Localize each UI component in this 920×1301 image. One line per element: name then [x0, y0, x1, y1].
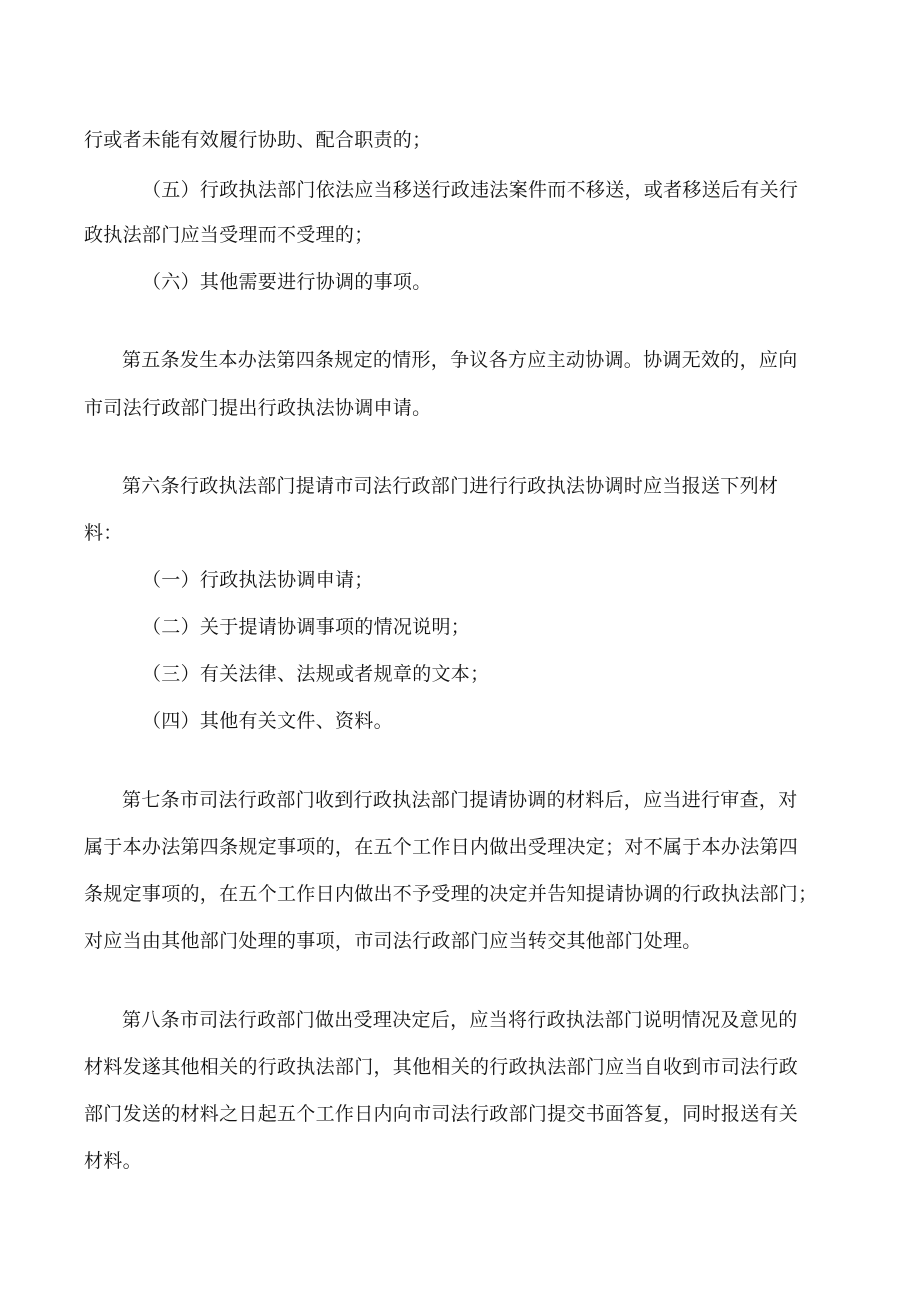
article-6-line-2: 料： — [84, 522, 123, 544]
article-7-line-4: 对应当由其他部门处理的事项，市司法行政部门应当转交其他部门处理。 — [84, 930, 702, 952]
article-8-line-4: 材料。 — [84, 1150, 142, 1172]
list-item-6: （六）其他需要进行协调的事项。 — [142, 271, 432, 293]
article-8-line-3: 部门发送的材料之日起五个工作日内向市司法行政部门提交书面答复，同时报送有关 — [84, 1103, 799, 1125]
list-item-5-continuation: 政执法部门应当受理而不受理的； — [84, 224, 374, 246]
article-8-line-2: 材料发遂其他相关的行政执法部门，其他相关的行政执法部门应当自收到市司法行政 — [84, 1056, 799, 1078]
article-7-line-3: 条规定事项的，在五个工作日内做出不予受理的决定并告知提请协调的行政执法部门； — [84, 883, 818, 905]
list-item-2: （二）关于提请协调事项的情况说明； — [142, 616, 471, 638]
text-line-continuation: 行或者未能有效履行协助、配合职责的； — [84, 129, 432, 151]
article-7-line-2: 属于本办法第四条规定事项的，在五个工作日内做出受理决定；对不属于本办法第四 — [84, 836, 799, 858]
list-item-3: （三）有关法律、法规或者规章的文本； — [142, 663, 490, 685]
article-6-line-1: 第六条行政执法部门提请市司法行政部门进行行政执法协调时应当报送下列材 — [122, 475, 779, 497]
list-item-5: （五）行政执法部门依法应当移送行政违法案件而不移送，或者移送后有关行 — [142, 179, 799, 201]
article-5-line-2: 市司法行政部门提出行政执法协调申请。 — [84, 397, 432, 419]
article-7-line-1: 第七条市司法行政部门收到行政执法部门提请协调的材料后，应当进行审查，对 — [122, 789, 798, 811]
article-8-line-1: 第八条市司法行政部门做出受理决定后，应当将行政执法部门说明情况及意见的 — [122, 1009, 798, 1031]
list-item-4: （四）其他有关文件、资料。 — [142, 710, 393, 732]
article-5-line-1: 第五条发生本办法第四条规定的情形，争议各方应主动协调。协调无效的，应向 — [122, 349, 798, 371]
list-item-1: （一）行政执法协调申请； — [142, 569, 374, 591]
